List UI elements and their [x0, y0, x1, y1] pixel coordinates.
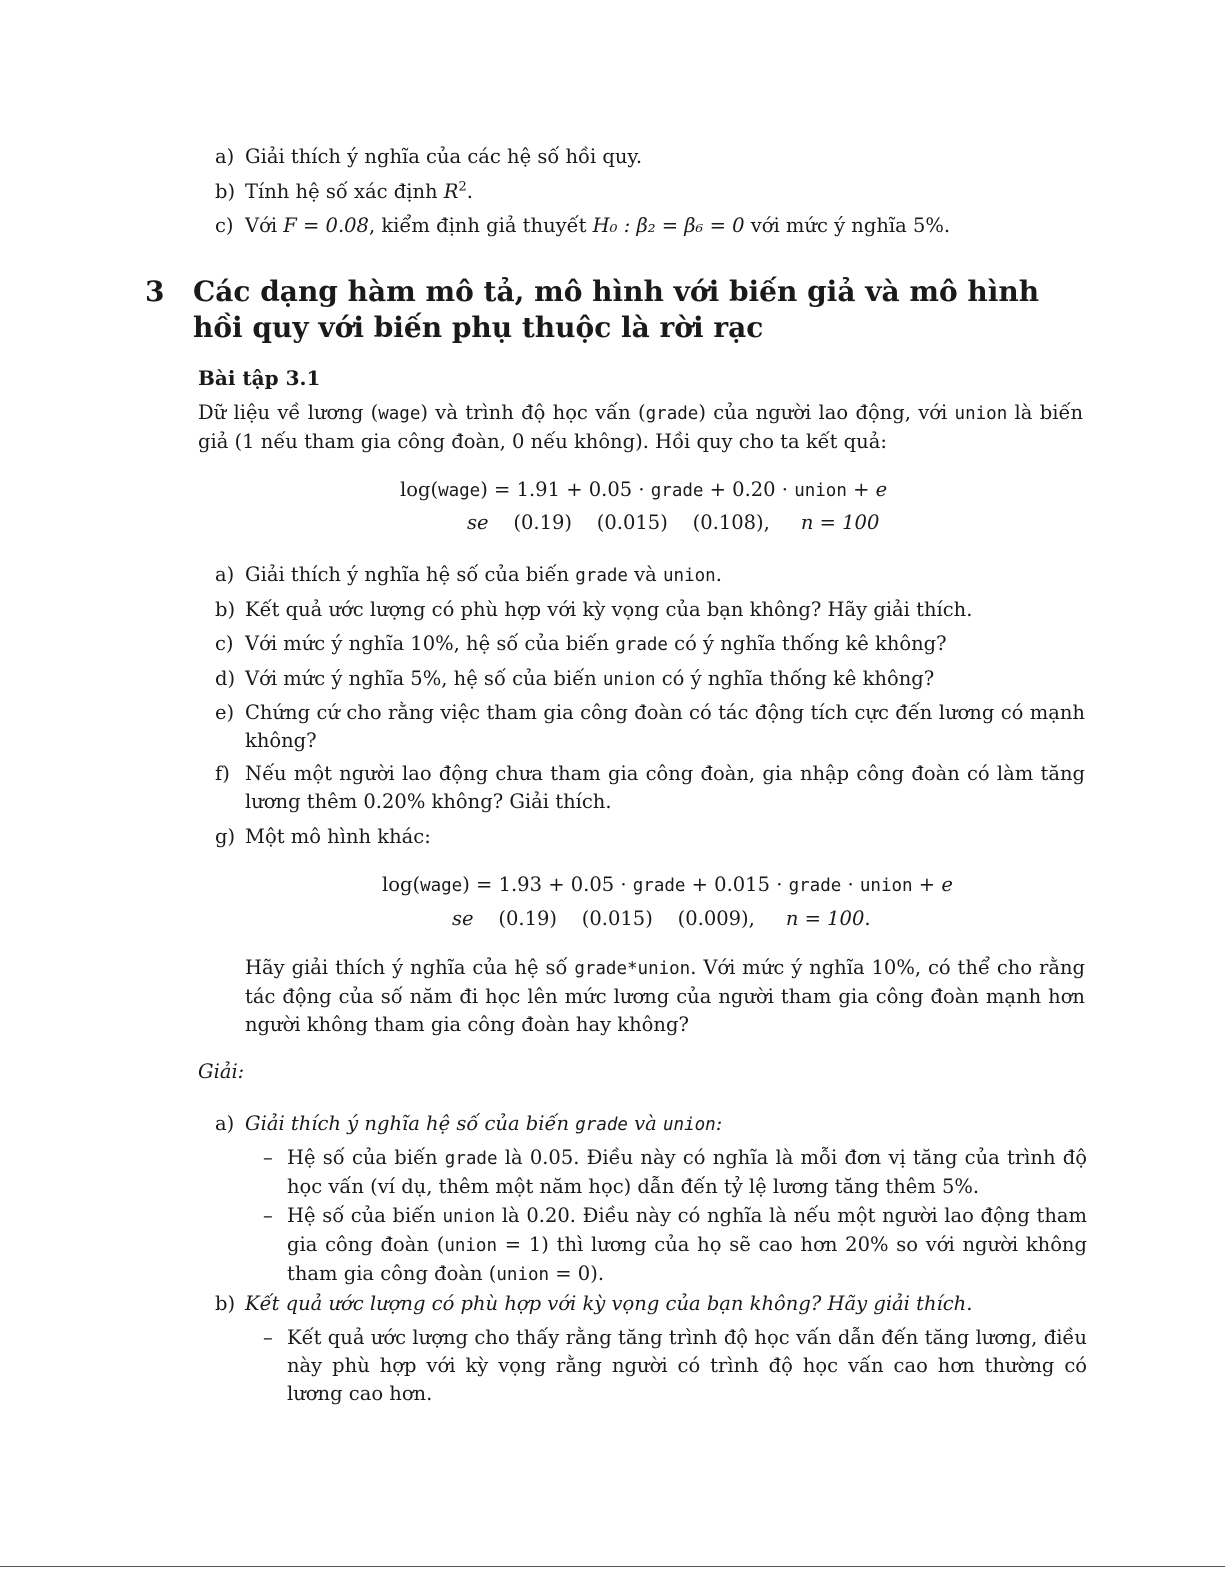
question-g: g) Một mô hình khác:: [215, 825, 431, 848]
question-a: a) Giải thích ý nghĩa hệ số của biến grade và union.: [215, 563, 722, 586]
item-text: Tính hệ số xác định $R^2$.: [245, 179, 473, 203]
prev-item-c: [215, 212, 1085, 240]
solution-a: a) Giải thích ý nghĩa hệ số của biến grade và union:: [215, 1112, 723, 1135]
question-e: e) Chứng cứ cho rằng việc tham gia công đoàn có tác động tích cực đến lương có mạnh không?: [215, 701, 1085, 752]
question-d: d) Với mức ý nghĩa 5%, hệ số của biến union có ý nghĩa thống kê không?: [215, 667, 935, 690]
solution-b: b) Kết quả ước lượng có phù hợp với kỳ vọng của bạn không? Hãy giải thích.: [215, 1292, 973, 1315]
exercise-intro: Dữ liệu về lương (wage) và trình độ học vấn (grade) của người lao động, với union là biến giả (1 nếu tham gia công đoàn, 0 nếu không). Hồi quy cho ta kết quả:: [198, 401, 1083, 453]
question-f: f) Nếu một người lao động chưa tham gia công đoàn, gia nhập công đoàn có làm tăng lương thêm 0.20% không? Giải thích.: [215, 762, 1085, 813]
prev-item-a: [215, 143, 1085, 171]
item-label: c): [215, 214, 234, 237]
equation-2: log(wage) = 1.93 + 0.05 · grade + 0.015 · grade · union + e: [382, 873, 953, 896]
item-label: a): [215, 145, 235, 168]
question-c: c) Với mức ý nghĩa 10%, hệ số của biến grade có ý nghĩa thống kê không?: [215, 632, 947, 655]
question-b: b) Kết quả ước lượng có phù hợp với kỳ vọng của bạn không? Hãy giải thích.: [215, 598, 973, 621]
exercise-title: Bài tập 3.1: [198, 366, 321, 390]
page-bottom-rule: [0, 1566, 1225, 1567]
section-title: Các dạng hàm mô tả, mô hình với biến giả và mô hình hồi quy với biến phụ thuộc là rời rạc: [193, 275, 1040, 344]
equation-2-se: se (0.19) (0.015) (0.009), n = 100.: [452, 907, 871, 930]
equation-1-se: se (0.19) (0.015) (0.108), n = 100: [467, 511, 880, 534]
solution-heading: Giải:: [198, 1060, 245, 1083]
item-text: Với F = 0.08, kiểm định giả thuyết H₀ : β₂ = β₆ = 0 với mức ý nghĩa 5%.: [245, 214, 951, 237]
prev-item-b: [215, 178, 1085, 206]
item-label: b): [215, 180, 236, 203]
item-text: Giải thích ý nghĩa của các hệ số hồi quy.: [245, 145, 643, 168]
equation-1: log(wage) = 1.91 + 0.05 · grade + 0.20 · union + e: [400, 478, 888, 501]
question-g-followup: Hãy giải thích ý nghĩa của hệ số grade*union. Với mức ý nghĩa 10%, có thể cho rằng tác động của số năm đi học lên mức lương của người tham gia công đoàn mạnh hơn người không tham gia công đoàn hay không?: [245, 956, 1085, 1036]
section-number: 3: [145, 275, 165, 308]
